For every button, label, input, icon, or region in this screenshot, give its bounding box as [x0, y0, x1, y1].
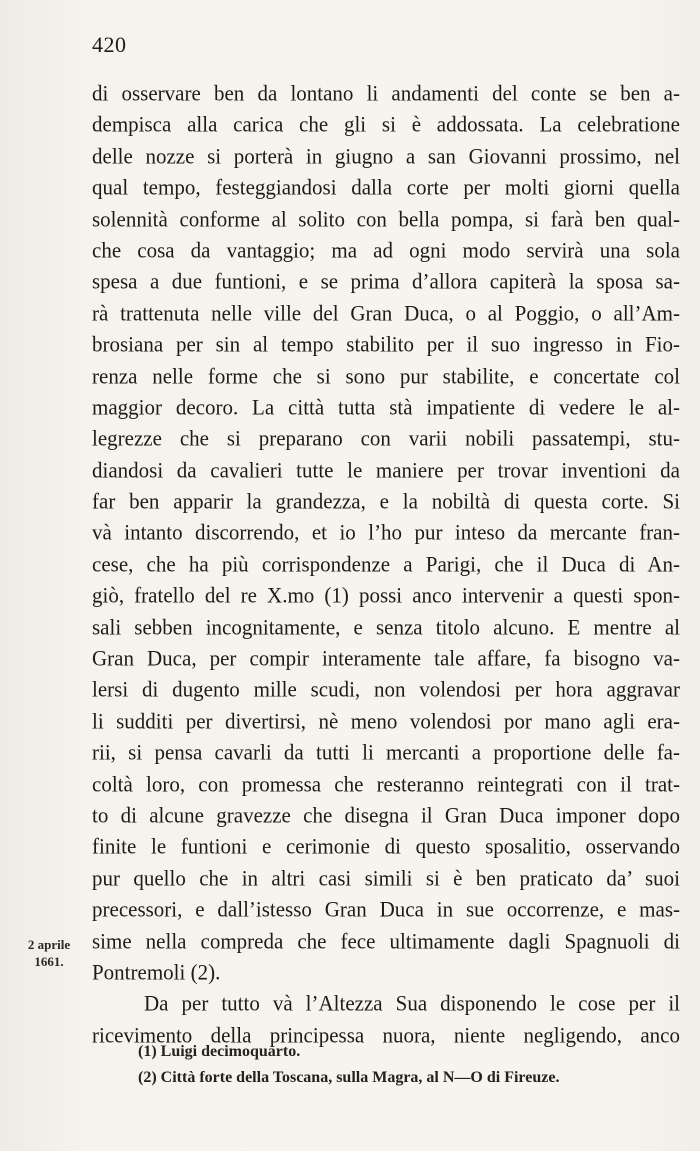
page-number: 420 — [92, 32, 127, 57]
text-line: far ben apparir la grandezza, e la nobiltà di questa corte. Si — [92, 488, 680, 514]
text-line: che cosa da vantaggio; ma ad ogni modo servirà una sola — [92, 237, 680, 263]
text-line: delle nozze si porterà in giugno a san Giovanni prossimo, nel — [92, 143, 680, 169]
text-line: li sudditi per divertirsi, nè meno volendosi por mano agli era- — [92, 708, 680, 734]
footnote-2: (2) Città forte della Toscana, sulla Magra, al N—O di Fireuze. — [138, 1069, 560, 1086]
text-line: Pontremoli (2). — [92, 959, 221, 985]
text-line: solennità conforme al solito con bella pompa, si farà ben qual- — [92, 205, 680, 232]
margin-date-day: 2 aprile — [27, 937, 71, 952]
text-line: legrezze che si preparano con varii nobili passatempi, stu- — [92, 425, 680, 451]
text-line: và intanto discorrendo, et io l’ho pur inteso da mercante fran- — [92, 519, 680, 546]
text-line: finite le funtioni e cerimonie di questo sposalitio, osservando — [92, 833, 680, 859]
text-line: rii, si pensa cavarli da tutti li mercanti a proportione delle fa- — [92, 739, 680, 765]
text-line: sali sebben incognitamente, e senza titolo alcuno. E mentre al — [92, 614, 680, 640]
text-line: lersi di dugento mille scudi, non volendosi per hora aggravar — [92, 676, 680, 702]
text-line: di osservare ben da lontano li andamenti del conte se ben a- — [92, 80, 680, 106]
text-line: Gran Duca, per compir interamente tale affare, fa bisogno va- — [92, 645, 680, 671]
body-text — [92, 78, 680, 1051]
text-line: giò, fratello del re X.mo (1) possi anco intervenir a questi spon- — [92, 582, 680, 608]
text-line: to di alcune gravezze che disegna il Gran Duca imponer dopo — [92, 802, 680, 828]
margin-date-note — [14, 936, 84, 970]
text-line: maggior decoro. La città tutta stà impatiente di vedere le al- — [92, 394, 680, 420]
text-line: cese, che ha più corrispondenze a Parigi, che il Duca di An- — [92, 551, 680, 577]
margin-date-year: 1661. — [34, 954, 64, 969]
text-line: coltà loro, con promessa che resteranno reintegrati con il trat- — [92, 770, 680, 797]
text-line: spesa a due funtioni, e se prima d’allora capiterà la sposa sa- — [92, 268, 680, 294]
text-line: Da per tutto và l’Altezza Sua disponendo le cose per il — [144, 990, 680, 1016]
footnotes — [138, 1039, 678, 1091]
text-line: qual tempo, festeggiandosi dalla corte per molti giorni quella — [92, 174, 680, 200]
text-line: rà trattenuta nelle ville del Gran Duca, o al Poggio, o all’Am- — [92, 300, 680, 326]
footnote-1: (1) Luigi decimoquarto. — [138, 1043, 301, 1060]
text-line: precessori, e dall’istesso Gran Duca in sue occorrenze, e mas- — [92, 896, 680, 922]
text-line: brosiana per sin al tempo stabilito per il suo ingresso in Fio- — [92, 331, 680, 357]
text-line: dempisca alla carica che gli si è addossata. La celebratione — [92, 111, 680, 137]
text-line: ricevimento della principessa nuora, niente negligendo, anco — [92, 1022, 680, 1048]
text-line: diandosi da cavalieri tutte le maniere per trovar inventioni da — [92, 457, 680, 483]
text-line: renza nelle forme che si sono pur stabilite, e concertate col — [92, 362, 680, 389]
text-line: sime nella compreda che fece ultimamente dagli Spagnuoli di — [92, 927, 680, 954]
text-line: pur quello che in altri casi simili si è ben praticato da’ suoi — [92, 865, 680, 891]
